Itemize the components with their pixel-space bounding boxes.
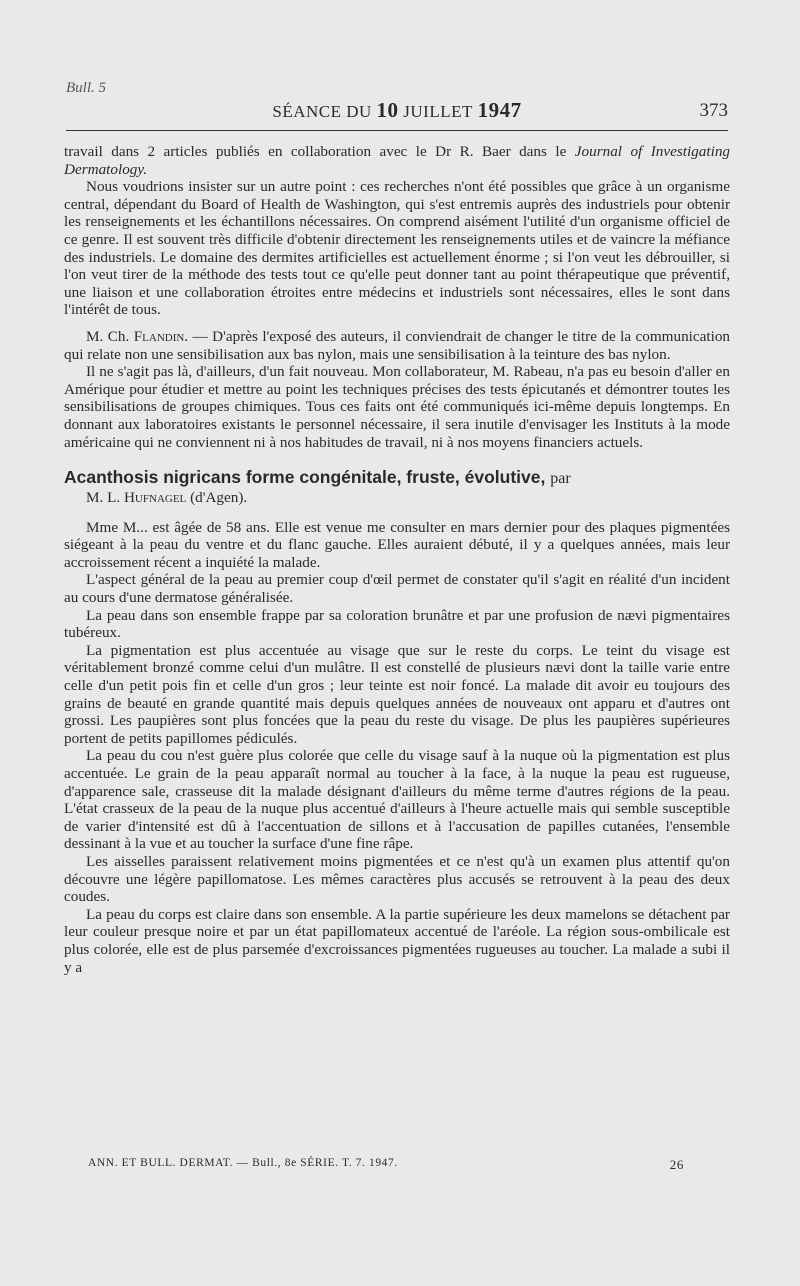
paragraph: Mme M... est âgée de 58 ans. Elle est venue me consulter en mars dernier pour des plaques pigmentées siégeant à la peau du ventre et du flanc gauche. Elles auraient débuté, il y a quelques années, mais leur accroissement récent a inquiété la malade. (64, 518, 730, 571)
running-head-seance: SÉANCE DU (272, 102, 372, 121)
paragraph (64, 143, 730, 178)
sheet-number: 26 (669, 1157, 684, 1172)
paragraph: Les aisselles paraissent relativement moins pigmentées et ce n'est qu'à un examen plus attentif qu'on découvre une légère papillomatose. Les mêmes caractères plus accusés se retrouvent à la peau des deux coudes. (64, 852, 730, 906)
article-title (64, 467, 730, 489)
paragraph (64, 328, 730, 363)
running-head (66, 98, 728, 128)
running-head-title (66, 98, 728, 123)
page-footer (88, 1157, 684, 1172)
paragraph: Il ne s'agit pas là, d'ailleurs, d'un fait nouveau. Mon collaborateur, M. Rabeau, n'a pas eu besoin d'aller en Amérique pour étudier et mettre au point les techniques précises des tests épicutanés et démontrer toutes les sensibilisations de groupes chimiques. Tous ces faits ont été communiqués ici-même depuis longtemps. En donnant aux laboratoires existants le personnel nécessaire, il sera inutile d'envisager les Instituts à la mode américaine qui ne conviennent ni à nos habitudes de travail, ni à nos moyens financiers actuels. (64, 363, 730, 451)
paragraph: La peau du corps est claire dans son ensemble. A la partie supérieure les deux mamelons se détachent par leur couleur presque noire et par un état papillomateux accentué de l'aréole. La région sous-ombilicale est plus colorée, elle est de plus parsemée d'excroissances pigmentées rugueuses au toucher. La malade a subi il y a (64, 905, 730, 976)
author-name: Hufnagel (123, 489, 187, 507)
paragraph: La pigmentation est plus accentuée au visage que sur le reste du corps. Le teint du visage est véritablement bronzé comme celui d'un mulâtre. Il est constellé de plusieurs nævi dont la taille varie entre celle d'un petit pois fin et celle d'un gros ; leur teinte est noir foncé. La malade dit avoir eu toujours des grains de beauté en grande quantité mais depuis quelques années de nouveaux ont apparu et d'autres ont grossi. Les paupières sont plus foncées que la peau du reste du visage. De plus les paupières supérieures portent de petits papillomes pédiculés. (64, 641, 730, 747)
speaker-prefix: M. Ch. (86, 327, 130, 345)
journal-title: Journal of Investigating Dermatology. (64, 143, 731, 178)
running-head-year: 1947 (477, 98, 522, 122)
paragraph: Nous voudrions insister sur un autre point : ces recherches n'ont été possibles que grâce à un organisme central, dépendant du Board of Health de Washington, qui s'est entremis auprès des industriels pour obtenir les renseignements et les échantillons nécessaires. On comprend aisément l'utilité d'un organisme officiel de ce genre. Il est souvent très difficile d'obtenir directement les renseignements utiles et de vaincre la méfiance des industriels. Le domaine des dermites artificielles est actuellement énorme ; si l'on veut les débrouiller, si l'on veut tirer de la méthode des tests tout ce qu'elle peut donner tant au point thérapeutique que préventif, une liaison et une collaboration étroites entre médecins et industriels sont nécessaires, elles le sont dans l'intérêt de tous. (64, 178, 730, 319)
paragraph: La peau dans son ensemble frappe par sa coloration brunâtre et par une profusion de nævi pigmentaires tubéreux. (64, 606, 730, 642)
running-head-day: 10 (376, 98, 399, 122)
author-place: (d'Agen). (190, 489, 248, 507)
body-text (64, 143, 730, 976)
page-number: 373 (699, 100, 728, 121)
article-author (64, 489, 730, 507)
paragraph-text: travail dans 2 articles publiés en collaboration avec le Dr R. Baer dans le (64, 143, 575, 160)
header-rule (66, 130, 728, 131)
author-prefix: M. L. (86, 489, 121, 507)
footer-citation: ANN. ET BULL. DERMAT. — Bull., 8e SÉRIE. T. 7. 1947. (88, 1157, 398, 1169)
article-title-text: Acanthosis nigricans forme congénitale, fruste, évolutive, (64, 467, 546, 488)
paragraph: La peau du cou n'est guère plus colorée que celle du visage sauf à la nuque où la pigmentation est plus accentuée. Le grain de la peau apparaît normal au toucher à la face, à la nuque la peau est rugueuse, d'apparence sale, crasseuse dit la malade désignant d'ailleurs du même terme d'autres régions de la peau. L'état crasseux de la peau de la nuque plus accentué d'ailleurs à l'heure actuelle mais qui semble susceptible de varier d'intensité est dû à l'accentuation de sillons et à l'accusation de papilles cutanées, l'ensemble dessinant à la vue et au toucher la surface d'une fine râpe. (64, 747, 730, 853)
speaker-name: Flandin. (133, 327, 189, 345)
paragraph: L'aspect général de la peau au premier coup d'œil permet de constater qu'il s'agit en réalité d'un incident au cours d'une dermatose généralisée. (64, 571, 730, 607)
article-title-par: par (550, 470, 571, 488)
marginal-note: Bull. 5 (66, 80, 106, 96)
paragraph-text: — D'après l'exposé des auteurs, il conviendrait de changer le titre de la communication qui relate non une sensibilisation aux bas nylon, mais une sensibilisation à la teinture des bas nylon. (64, 327, 731, 363)
running-head-month: JUILLET (403, 102, 473, 121)
